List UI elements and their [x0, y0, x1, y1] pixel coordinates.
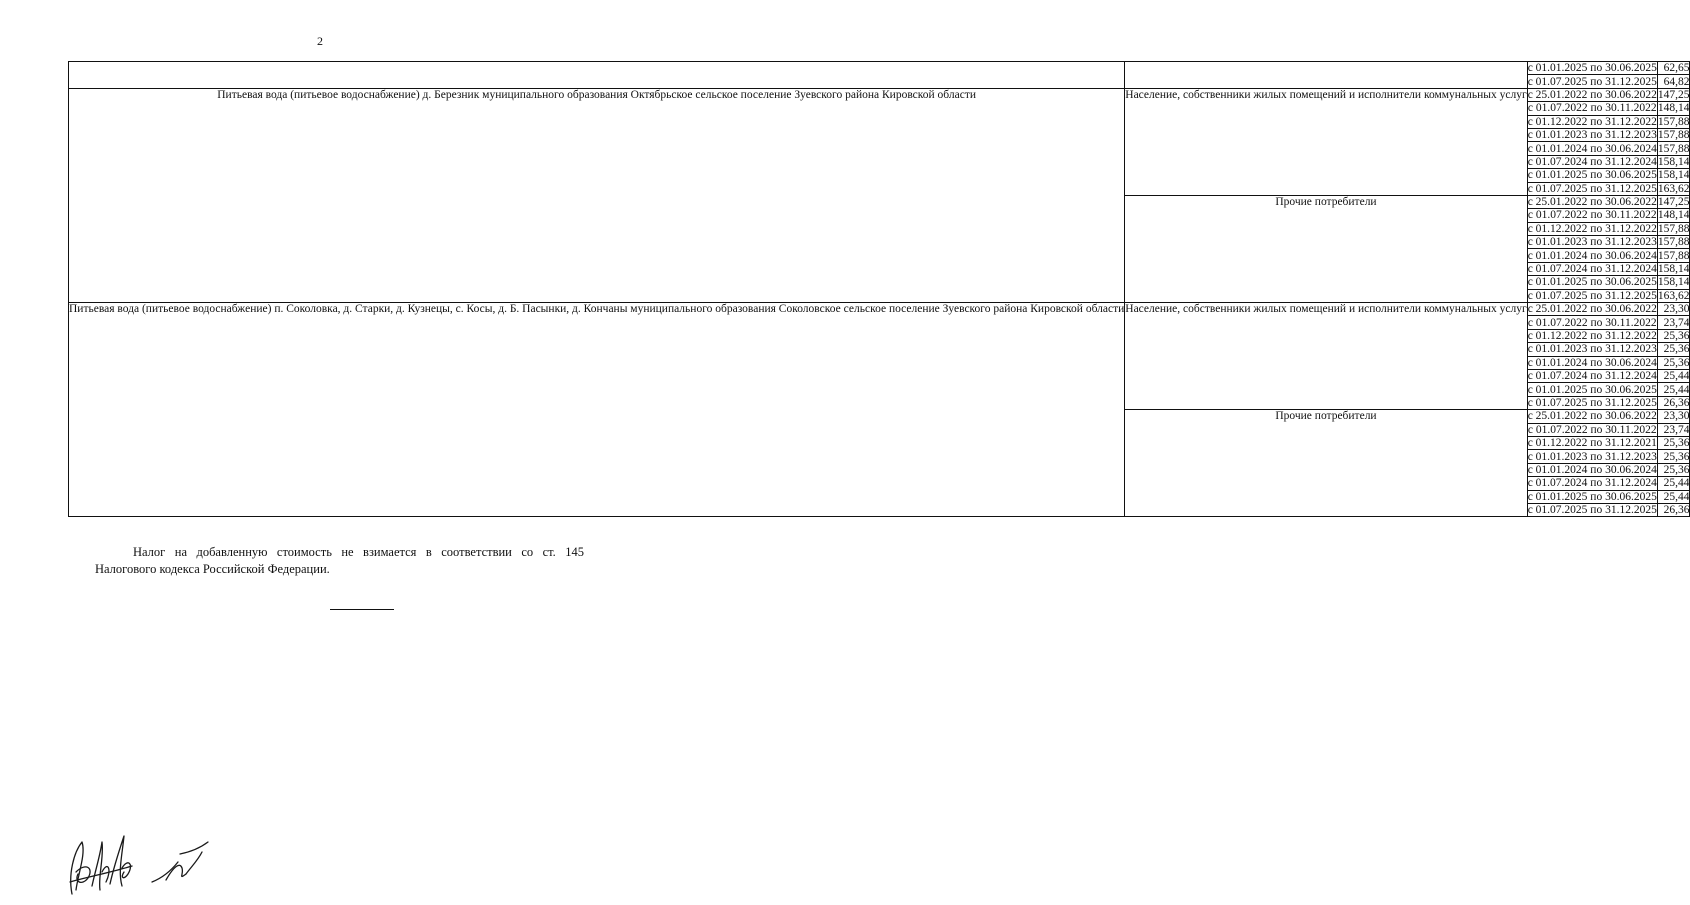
price-cell: 25,36 [1657, 436, 1690, 449]
price-cell: 163,62 [1657, 289, 1690, 302]
price-cell: 64,82 [1657, 75, 1690, 88]
period-cell: с 01.01.2024 по 30.06.2024 [1527, 142, 1657, 155]
period-cell: с 01.01.2024 по 30.06.2024 [1527, 356, 1657, 369]
price-cell: 157,88 [1657, 222, 1690, 235]
price-cell: 147,25 [1657, 196, 1690, 209]
period-cell: с 01.07.2025 по 31.12.2025 [1527, 182, 1657, 195]
service-cell [69, 62, 1125, 89]
table-row [69, 303, 1690, 316]
price-cell: 157,88 [1657, 142, 1690, 155]
price-cell: 23,74 [1657, 423, 1690, 436]
price-cell: 25,36 [1657, 463, 1690, 476]
price-cell: 23,30 [1657, 303, 1690, 316]
price-cell: 158,14 [1657, 263, 1690, 276]
period-cell: с 25.01.2022 по 30.06.2022 [1527, 410, 1657, 423]
period-cell: с 01.07.2022 по 30.11.2022 [1527, 102, 1657, 115]
period-cell: с 01.01.2025 по 30.06.2025 [1527, 169, 1657, 182]
period-cell: с 01.01.2025 по 30.06.2025 [1527, 490, 1657, 503]
period-cell: с 25.01.2022 по 30.06.2022 [1527, 196, 1657, 209]
price-cell: 147,25 [1657, 88, 1690, 101]
price-cell: 163,62 [1657, 182, 1690, 195]
price-cell: 148,14 [1657, 209, 1690, 222]
price-cell: 157,88 [1657, 115, 1690, 128]
table-row [69, 88, 1690, 101]
separator-line [330, 609, 394, 610]
tariff-table [68, 61, 1690, 517]
price-cell: 25,44 [1657, 383, 1690, 396]
price-cell: 26,36 [1657, 503, 1690, 516]
period-cell: с 01.12.2022 по 31.12.2022 [1527, 115, 1657, 128]
period-cell: с 25.01.2022 по 30.06.2022 [1527, 88, 1657, 101]
period-cell: с 01.07.2024 по 31.12.2024 [1527, 155, 1657, 168]
period-cell: с 01.07.2022 по 30.11.2022 [1527, 316, 1657, 329]
period-cell: с 01.01.2024 по 30.06.2024 [1527, 249, 1657, 262]
period-cell: с 01.01.2023 по 31.12.2023 [1527, 343, 1657, 356]
period-cell: с 01.01.2025 по 30.06.2025 [1527, 383, 1657, 396]
consumer-cell: Население, собственники жилых помещений и исполнители коммунальных услуг [1125, 303, 1527, 410]
vat-note: Налог на добавленную стоимость не взимается в соответствии со ст. 145 Налогового кодекса Российской Федерации. [95, 545, 584, 576]
price-cell: 25,44 [1657, 369, 1690, 382]
consumer-cell: Население, собственники жилых помещений и исполнители коммунальных услуг [1125, 88, 1527, 195]
period-cell: с 01.01.2023 по 31.12.2023 [1527, 236, 1657, 249]
page-number: 2 [317, 34, 323, 48]
signature-icon [62, 812, 262, 902]
period-cell: с 01.01.2023 по 31.12.2023 [1527, 129, 1657, 142]
period-cell: с 01.01.2023 по 31.12.2023 [1527, 450, 1657, 463]
price-cell: 25,36 [1657, 450, 1690, 463]
period-cell: с 01.12.2022 по 31.12.2021 [1527, 437, 1657, 450]
period-cell: с 01.07.2024 по 31.12.2024 [1527, 370, 1657, 383]
period-cell: с 01.07.2022 по 30.11.2022 [1527, 209, 1657, 222]
price-cell: 25,36 [1657, 329, 1690, 342]
period-cell: с 01.07.2024 по 31.12.2024 [1527, 263, 1657, 276]
price-cell: 148,14 [1657, 102, 1690, 115]
period-cell: с 01.12.2022 по 31.12.2022 [1527, 330, 1657, 342]
period-cell: с 01.01.2025 по 30.06.2025 [1527, 62, 1657, 75]
price-cell: 158,14 [1657, 155, 1690, 168]
price-cell: 158,14 [1657, 276, 1690, 289]
consumer-cell: Прочие потребители [1125, 410, 1527, 517]
consumer-cell [1125, 62, 1527, 89]
price-cell: 157,88 [1657, 236, 1690, 249]
price-cell: 158,14 [1657, 169, 1690, 182]
period-cell: с 01.01.2024 по 30.06.2024 [1527, 463, 1657, 476]
service-cell: Питьевая вода (питьевое водоснабжение) д. Березник муниципального образования Октябрьское сельское поселение Зуевского района Кировской области [69, 88, 1125, 302]
period-cell: с 01.07.2025 по 31.12.2025 [1527, 396, 1657, 409]
price-cell: 25,36 [1657, 343, 1690, 356]
price-cell: 62,65 [1657, 62, 1690, 75]
price-cell: 157,88 [1657, 249, 1690, 262]
table-row [69, 62, 1690, 75]
period-cell: с 01.01.2025 по 30.06.2025 [1527, 276, 1657, 289]
period-cell: с 01.07.2025 по 31.12.2025 [1527, 75, 1657, 88]
price-cell: 23,30 [1657, 410, 1690, 423]
period-cell: с 01.07.2024 по 31.12.2024 [1527, 477, 1657, 490]
period-cell: с 25.01.2022 по 30.06.2022 [1527, 303, 1657, 316]
period-cell: с 01.07.2022 по 30.11.2022 [1527, 423, 1657, 436]
price-cell: 25,44 [1657, 490, 1690, 503]
price-cell: 25,44 [1657, 477, 1690, 490]
period-cell: с 01.12.2022 по 31.12.2022 [1527, 222, 1657, 235]
price-cell: 25,36 [1657, 356, 1690, 369]
period-cell: с 01.07.2025 по 31.12.2025 [1527, 289, 1657, 302]
price-cell: 23,74 [1657, 316, 1690, 329]
price-cell: 157,88 [1657, 129, 1690, 142]
consumer-cell: Прочие потребители [1125, 195, 1527, 302]
price-cell: 26,36 [1657, 396, 1690, 409]
period-cell: с 01.07.2025 по 31.12.2025 [1527, 504, 1657, 517]
service-cell: Питьевая вода (питьевое водоснабжение) п. Соколовка, д. Старки, д. Кузнецы, с. Косы, д. Б. Пасынки, д. Кончаны муниципального образования Соколовское сельское поселение Зуевского района Кировской области [69, 303, 1125, 517]
